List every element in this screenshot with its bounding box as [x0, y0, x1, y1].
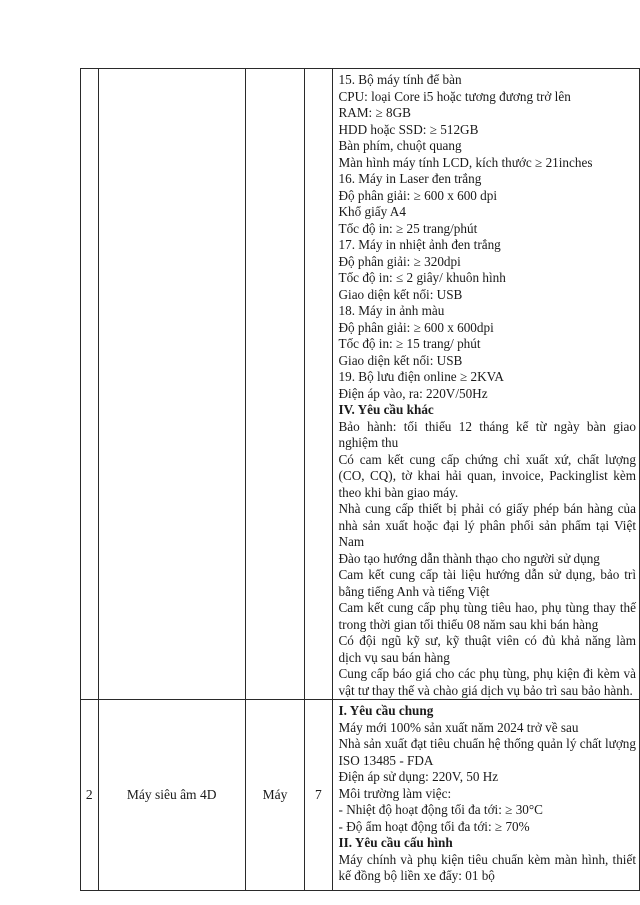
spec-line: Bảo hành: tối thiểu 12 tháng kể từ ngày bàn giao nghiệm thu: [338, 418, 636, 450]
spec-line: Tốc độ in: ≥ 15 trang/ phút: [338, 336, 481, 351]
spec-line: Máy mới 100% sản xuất năm 2024 trở về sau: [338, 719, 579, 735]
spec-line: Giao diện kết nối: USB: [338, 352, 463, 368]
spec-line: Khổ giấy A4: [338, 204, 406, 219]
spec-line: Cam kết cung cấp phụ tùng tiêu hao, phụ tùng thay thế trong thời gian tối thiểu 08 năm sau khi bán hàng: [338, 600, 636, 632]
spec-line: - Nhiệt độ hoạt động tối đa tới: ≥ 30°C: [338, 802, 543, 817]
spec-line: Có cam kết cung cấp chứng chỉ xuất xứ, chất lượng (CO, CQ), tờ khai hải quan, invoice, Packinglist kèm theo khi bàn giao máy.: [338, 451, 636, 500]
table-row: [81, 69, 640, 700]
spec-line: 15. Bộ máy tính để bàn: [338, 72, 462, 87]
equipment-name-cell: [98, 69, 245, 700]
spec-line: CPU: loại Core i5 hoặc tương đương trở lên: [338, 88, 571, 104]
spec-line: Giao diện kết nối: USB: [338, 286, 463, 302]
spec-line: HDD hoặc SSD: ≥ 512GB: [338, 121, 479, 137]
spec-line: Độ phân giải: ≥ 600 x 600 dpi: [338, 187, 498, 203]
quantity-cell: [305, 69, 332, 700]
spec-line: Nhà cung cấp thiết bị phải có giấy phép bán hàng của nhà sản xuất hoặc đại lý phân phối sản phẩm tại Việt Nam: [338, 501, 636, 549]
spec-line: Đào tạo hướng dẫn thành thạo cho người sử dụng: [338, 550, 600, 566]
spec-line: Màn hình máy tính LCD, kích thước ≥ 21inches: [338, 154, 593, 170]
spec-line: Độ phân giải: ≥ 600 x 600dpi: [338, 319, 494, 335]
specification-text: [333, 700, 639, 885]
spec-line: 16. Máy in Laser đen trắng: [338, 171, 482, 186]
specification-cell: [332, 69, 639, 700]
equipment-spec-table: [80, 68, 640, 891]
section-heading: I. Yêu cầu chung: [338, 703, 434, 718]
table-row: [81, 700, 640, 891]
stt-cell: 2: [81, 700, 99, 891]
spec-line: Điện áp sử dụng: 220V, 50 Hz: [338, 769, 499, 784]
equipment-name-cell: Máy siêu âm 4D: [98, 700, 245, 891]
section-heading: IV. Yêu cầu khác: [338, 402, 434, 417]
spec-line: - Độ ẩm hoạt động tối đa tới: ≥ 70%: [338, 818, 530, 834]
spec-line: Môi trường làm việc:: [338, 785, 452, 801]
stt-cell: [81, 69, 99, 700]
spec-line: Bàn phím, chuột quang: [338, 138, 462, 153]
section-heading: II. Yêu cầu cấu hình: [338, 835, 453, 850]
specification-text: [333, 69, 639, 699]
spec-line: Độ phân giải: ≥ 320dpi: [338, 253, 461, 269]
spec-line: Có đội ngũ kỹ sư, kỹ thuật viên có đủ khả năng làm dịch vụ sau bán hàng: [338, 633, 636, 665]
spec-line: Cung cấp báo giá cho các phụ tùng, phụ kiện đi kèm và vật tư thay thế và chào giá dịch vụ bảo trì sau bảo hành.: [338, 666, 636, 698]
spec-line: 18. Máy in ảnh màu: [338, 303, 445, 318]
spec-line: Nhà sản xuất đạt tiêu chuẩn hệ thống quản lý chất lượng ISO 13485 - FDA: [338, 736, 636, 768]
spec-line: Tốc độ in: ≤ 2 giây/ khuôn hình: [338, 270, 506, 285]
specification-cell: [332, 700, 639, 891]
spec-line: Tốc độ in: ≥ 25 trang/phút: [338, 220, 478, 236]
unit-cell: [245, 69, 305, 700]
spec-line: Điện áp vào, ra: 220V/50Hz: [338, 385, 488, 401]
quantity-cell: 7: [305, 700, 332, 891]
spec-line: Cam kết cung cấp tài liệu hướng dẫn sử dụng, bảo trì bằng tiếng Anh và tiếng Việt: [338, 567, 636, 599]
spec-line: 19. Bộ lưu điện online ≥ 2KVA: [338, 369, 504, 384]
spec-line: RAM: ≥ 8GB: [338, 105, 411, 120]
unit-cell: Máy: [245, 700, 305, 891]
spec-line: 17. Máy in nhiệt ảnh đen trắng: [338, 237, 501, 252]
spec-line: Máy chính và phụ kiện tiêu chuẩn kèm màn hình, thiết kế đồng bộ liền xe đẩy: 01 bộ: [338, 851, 636, 883]
